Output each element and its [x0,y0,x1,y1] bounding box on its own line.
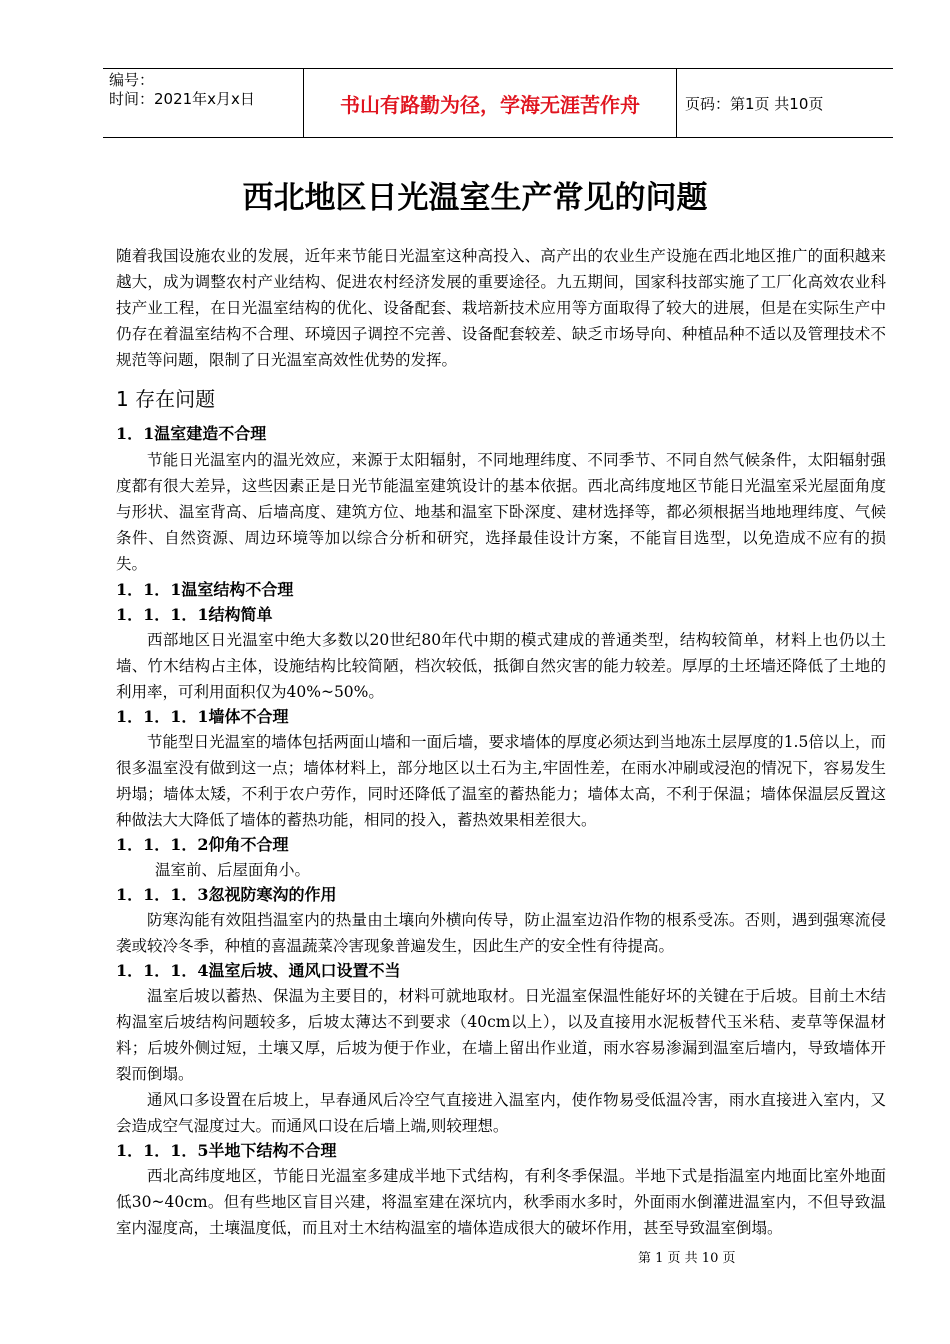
cold-ditch-paragraph: 防寒沟能有效阻挡温室内的热量由土壤向外横向传导，防止温室边沿作物的根系受冻。否则，遇到强寒流侵袭或较冷冬季，种植的喜温蔬菜冷害现象普遍发生，因此生产的安全性有待提高。 [116,911,886,955]
header-page-info: 页码：第1页 共10页 [685,94,824,113]
section-heading-wall: 1．1．1．1墙体不合理 [116,707,289,726]
doc-time-label: 时间：2021年x月x日 [109,90,255,108]
header-left-cell [103,69,304,137]
section-heading-cold-ditch: 1．1．1．3忽视防寒沟的作用 [116,885,337,904]
section-1-1-paragraph: 节能日光温室内的温光效应，来源于太阳辐射，不同地理纬度、不同季节、不同自然气候条件，太阳辐射强度都有很大差异，这些因素正是日光节能温室建筑设计的基本依据。西北高纬度地区节能日光温室采光屋面角度与形状、温室背高、后墙高度、建筑方位、地基和温室下卧深度、建材选择等，都必须根据当地地理纬度、气候条件、自然资源、周边环境等加以综合分析和研究，选择最佳设计方案，不能盲目选型，以免造成不应有的损失。 [116,451,886,573]
header-table [103,68,893,138]
header-motto: 书山有路勤为径，学海无涯苦作舟 [304,69,677,137]
doc-number-label: 编号： [109,71,155,89]
vent-paragraph: 通风口多设置在后坡上，早春通风后冷空气直接进入温室内，使作物易受低温冷害，雨水直接进入室内，又会造成空气湿度过大。而通风口设在后墙上端,则较理想。 [116,1091,886,1135]
page-footer: 第 1 页 共 10 页 [638,1251,736,1266]
document-title: 西北地区日光温室生产常见的问题 [242,180,708,216]
section-heading-semi-underground: 1．1．1．5半地下结构不合理 [116,1141,337,1160]
semi-underground-paragraph: 西北高纬度地区，节能日光温室多建成半地下式结构，有利冬季保温。半地下式是指温室内地面比室外地面低30~40cm。但有些地区盲目兴建，将温室建在深坑内，秋季雨水多时，外面雨水倒灌进温室内，不但导致温室内湿度高，土壤温度低，而且对土木结构温室的墙体造成很大的破坏作用，甚至导致温室倒塌。 [116,1167,886,1237]
structure-simple-paragraph: 西部地区日光温室中绝大多数以20世纪80年代中期的模式建成的普通类型，结构较简单，材料上也仍以土墙、竹木结构占主体，设施结构比较简陋，档次较低，抵御自然灾害的能力较差。厚厚的土坯墙还降低了土地的利用率，可利用面积仅为40%~50%。 [116,631,886,701]
section-heading-1-1-1: 1．1．1温室结构不合理 [116,580,294,599]
section-heading-angle: 1．1．1．2仰角不合理 [116,835,289,854]
section-heading-back-slope: 1．1．1．4温室后坡、通风口设置不当 [116,961,401,980]
angle-paragraph: 温室前、后屋面角小。 [155,861,311,879]
intro-paragraph: 随着我国设施农业的发展，近年来节能日光温室这种高投入、高产出的农业生产设施在西北地区推广的面积越来越大，成为调整农村产业结构、促进农村经济发展的重要途径。九五期间，国家科技部实施了工厂化高效农业科技产业工程，在日光温室结构的优化、设备配套、栽培新技术应用等方面取得了较大的进展，但是在实际生产中仍存在着温室结构不合理、环境因子调控不完善、设备配套较差、缺乏市场导向、种植品种不适以及管理技术不规范等问题，限制了日光温室高效性优势的发挥。 [116,247,886,369]
wall-paragraph: 节能型日光温室的墙体包括两面山墙和一面后墙，要求墙体的厚度必须达到当地冻土层厚度的1.5倍以上，而很多温室没有做到这一点；墙体材料上，部分地区以土石为主,牢固性差，在雨水冲刷或浸泡的情况下，容易发生坍塌；墙体太矮，不利于农户劳作，同时还降低了温室的蓄热能力；墙体太高，不利于保温；墙体保温层反置这种做法大大降低了墙体的蓄热功能，相同的投入，蓄热效果相差很大。 [116,733,886,829]
section-heading-structure-simple: 1．1．1．1结构简单 [116,605,273,624]
back-slope-paragraph: 温室后坡以蓄热、保温为主要目的，材料可就地取材。日光温室保温性能好坏的关键在于后坡。目前土木结构温室后坡结构问题较多，后坡太薄达不到要求（40cm以上），以及直接用水泥板替代玉米秸、麦草等保温材料；后坡外侧过短，土壤又厚，后坡为便于作业，在墙上留出作业道，雨水容易渗漏到温室后墙内，导致墙体开裂而倒塌。 [116,987,886,1083]
section-heading-1-1: 1．1温室建造不合理 [116,424,267,443]
document-body [116,243,886,1241]
section-heading-1: 1 存在问题 [116,387,216,411]
